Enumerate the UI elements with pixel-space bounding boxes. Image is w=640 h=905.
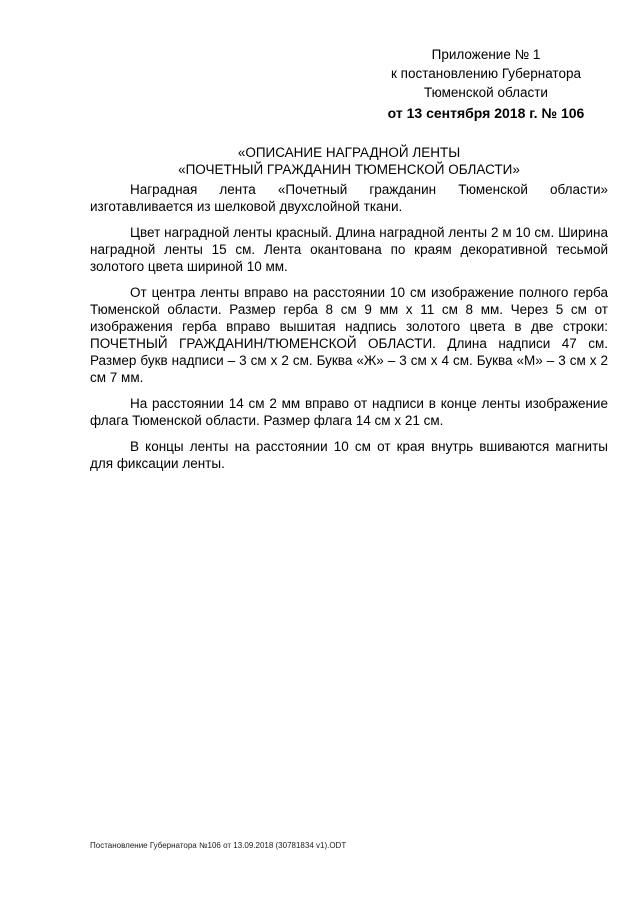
paragraph: На расстоянии 14 см 2 мм вправо от надписи в конце ленты изображение флага Тюменской области. Размер флага 14 см х 21 см. (90, 396, 608, 428)
title-line-1: «ОПИСАНИЕ НАГРАДНОЙ ЛЕНТЫ (237, 145, 461, 160)
document-title (90, 144, 608, 178)
paragraph: Наградная лента «Почетный гражданин Тюменской области» изготавливается из шелковой двухслойной ткани. (90, 182, 608, 214)
paragraph: В концы ленты на расстоянии 10 см от края внутрь вшиваются магниты для фиксации ленты. (90, 439, 608, 471)
document-footer: Постановление Губернатора №106 от 13.09.2018 (30781834 v1).ODT (90, 841, 347, 850)
document-body (90, 181, 608, 481)
appendix-header (372, 45, 600, 123)
appendix-reference: к постановлению Губернатора (391, 66, 581, 81)
title-line-2: «ПОЧЕТНЫЙ ГРАЖДАНИН ТЮМЕНСКОЙ ОБЛАСТИ» (178, 162, 520, 177)
decree-date: от 13 сентября 2018 г. № 106 (387, 105, 585, 121)
appendix-region: Тюменской области (424, 85, 548, 100)
appendix-number: Приложение № 1 (431, 47, 541, 62)
paragraph: Цвет наградной ленты красный. Длина наградной ленты 2 м 10 см. Ширина наградной ленты 15 см. Лента окантована по краям декоративной тесьмой золотого цвета шириной 10 мм. (90, 225, 608, 274)
paragraph: От центра ленты вправо на расстоянии 10 см изображение полного герба Тюменской области. Размер герба 8 см 9 мм х 11 см 8 мм. Через 5 см от изображения герба вправо вышитая надпись золотого цвета в две строки: ПОЧЕТНЫЙ ГРАЖДАНИН/ТЮМЕНСКОЙ ОБЛАСТИ. Длина надписи 47 см. Размер букв надписи – 3 см х 2 см. Буква «Ж» – 3 см х 4 см. Буква «М» – 3 см х 2 см 7 мм. (90, 285, 608, 385)
